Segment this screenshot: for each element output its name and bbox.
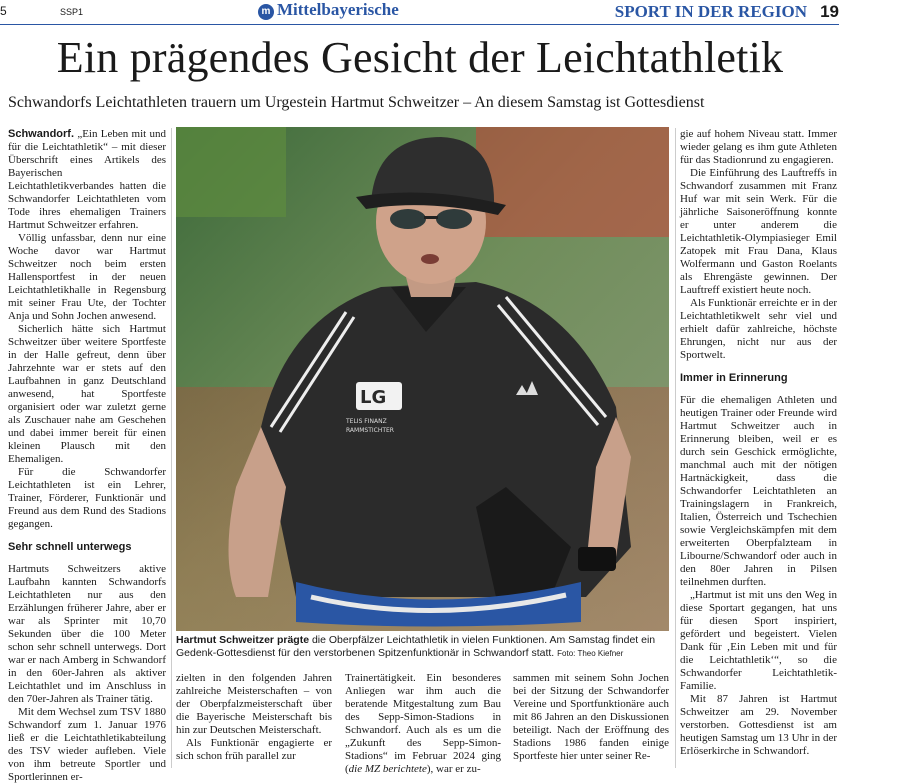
paragraph: Mit 87 Jahren ist Hartmut Schweitzer am 29. November verstorben. Gottesdienst ist am heutigen Samstag um 13 Uhr in der Erlöserkirche in Schwandorf. <box>680 693 837 757</box>
logo-text: Mittelbayerische <box>277 0 399 19</box>
article-column-5 <box>680 128 837 758</box>
headline: Ein prägendes Gesicht der Leichtathletik <box>56 33 784 82</box>
column-divider <box>675 128 676 768</box>
dateline: Schwandorf. <box>8 128 75 140</box>
paragraph: Hartmuts Schweitzers aktive Laufbahn kannten Schwandorfs Leichtathleten nur aus den Erzählungen früherer Jahre, aber er war als Sprinter mit 10,70 Sekunden über die 100 Meter schon sehr schnell unterwegs. Dort war er nach Amberg in Schwandorf in den 60er-Jahren als aktiver Leichtathlet und im Anschluss in den 70er-Jahren als Trainer tätig. <box>8 563 166 705</box>
paragraph-text: ), war er zu- <box>426 763 481 775</box>
article-column-4 <box>513 672 669 763</box>
paragraph-text: „Ein Leben mit und für die Leichtathletik“ – mit dieser Überschrift eines Artikels des Bayerischen Leichtathletikverbandes hatten die Schwandorfer Leichtathleten vom Tode ihres ehemaligen Trainers Hartmut Schweitzer erfahren. <box>8 128 167 231</box>
shirt-text-1: TELIS FINANZ <box>346 418 387 425</box>
paragraph: Völlig unfassbar, denn nur eine Woche davor war Hartmut Schweitzer noch beim ersten Hallensportfest in der neuen Leichtathletikhalle in Regensburg mit seiner Frau Ute, der Tochter Anja und Sohn Jochen anwesend. <box>8 232 166 322</box>
caption-lead: Hartmut Schweitzer prägte <box>176 634 310 646</box>
subheading: Sehr schnell unterwegs <box>8 541 132 553</box>
logo-mark-icon: m <box>258 4 274 20</box>
paragraph: Die Einführung des Lauftreffs in Schwandorf zusammen mit Franz Huf war mit sein Werk. Für die jährliche Saisoneröffnung konnte er unter anderem die Leichtathletik-Olympiasieger Emil Zatopek mit Frau Dana, Klaus Wolfermann und Gaston Roelants als Ehrengäste gewinnen. Der Lauftreff existiert heute noch. <box>680 167 837 296</box>
article-column-1 <box>8 128 166 784</box>
paragraph: gie auf hohem Niveau statt. Immer wieder gelang es ihm gute Athleten für das Stadionrund zu engagieren. <box>680 128 837 166</box>
article-column-2 <box>176 672 332 763</box>
paragraph: zielten in den folgenden Jahren zahlreiche Meisterschaften – von der Oberpfalzmeisterschaft über die Bayerische Meisterschaft bis hin zur Deutschen Meisterschaft. <box>176 672 332 736</box>
paragraph: Als Funktionär engagierte er sich schon früh parallel zur <box>176 737 332 762</box>
subheading: Immer in Erinnerung <box>680 372 788 384</box>
article-photo <box>176 127 669 631</box>
column-divider <box>171 128 172 768</box>
paragraph-text: Trainertätigkeit. Ein besonderes Anliegen war ihm auch die beratende Mitgestaltung zum Bau des Sepp-Simon-Stadions in Schwandorf. Auch als es um die „Zukunft des Sepp-Simon-Stadions“ im Februar 2024 ging ( <box>345 672 501 775</box>
paragraph: Für die ehemaligen Athleten und heutigen Trainer oder Freunde wird Hartmut Schweitzer auch in Erinnerung bleiben, weil er es durch sein Geschick ermöglichte, manchmal auch mit der nötigen Hartnäckigkeit, dass die Schwandorfer Leichtathleten an Trainingslagern in Frankreich, Italien, Österreich und Tschechien sowie Vergleichskämpfen mit dem erweiterten Oberpfalzteam in Libourne/Schwandorf oder auch in den 80er Jahren in Pilsen teilnehmen durften. <box>680 394 837 588</box>
paragraph: Mit dem Wechsel zum TSV 1880 Schwandorf zum 1. Januar 1976 ließ er die Leichtathletikabteilung des TSV wieder aufleben. Viele von ihm betreute Sportler und Sportlerinnen er- <box>8 706 166 783</box>
caption-text: die Oberpfälzer Leichtathletik in vielen Funktionen. Am Samstag findet ein Gedenk-Gottesdienst für den verstorbenen Spitzenfunktionär in Schwandorf statt. <box>176 634 656 659</box>
photo-caption <box>176 634 670 660</box>
paragraph: Als Funktionär erreichte er in der Leichtathletikwelt sehr viel und erhielt dafür zahlreiche, höchste Ehrungen, nicht nur aus der Sportwelt. <box>680 297 837 361</box>
photo-credit: Foto: Theo Kiefner <box>557 649 624 658</box>
paragraph-emphasis: die MZ berichtete <box>348 763 427 775</box>
paragraph: „Hartmut ist mit uns den Weg in diese Sportart gegangen, hat uns für diesen Sport inspiriert, gefördert und begeistert. Vielen Dank für ‚Ein Leben mit und für die Leichtathletik‘“, so die Schwandorfer Leichtathletik-Familie. <box>680 589 837 692</box>
svg-text:LG: LG <box>360 387 387 408</box>
header-rule <box>0 24 839 25</box>
paragraph: Sicherlich hätte sich Hartmut Schweitzer über weitere Sportfeste in der Halle gefreut, denn über Jahrzehnte war er stets auf den Laufbahnen in ganz Deutschland anwesend, hat Sportfeste organisiert oder war zuletzt gerne als Zuschauer nahe am Geschehen und dabei immer bereit für einen kleinen Plausch mit den Ehemaligen. <box>8 323 166 465</box>
article-column-3 <box>345 672 501 776</box>
paragraph <box>345 672 501 776</box>
edition-code: SSP1 <box>60 7 84 17</box>
paragraph <box>8 128 166 232</box>
paragraph: sammen mit seinem Sohn Jochen bei der Sitzung der Schwandorfer Vereine und Sportfunktionäre auch mit 86 Jahren an den Diskussionen beteiligt. Nach der Eröffnung des Stadions 1986 fanden einige Sportfeste hier unter seiner Re- <box>513 672 669 762</box>
newspaper-logo <box>258 0 399 20</box>
section-title: SPORT IN DER REGION <box>614 2 807 21</box>
page-number-right: 19 <box>820 2 839 21</box>
page-number-left: 5 <box>0 4 7 18</box>
shirt-text-2: RAMMSTICHTER <box>346 427 394 434</box>
paragraph: Für die Schwandorfer Leichtathleten ist ein Lehrer, Trainer, Förderer, Funktionär und Freund aus dem Rund des Stadions gegangen. <box>8 466 166 530</box>
page-header <box>0 0 903 26</box>
subheadline: Schwandorfs Leichtathleten trauern um Urgestein Hartmut Schweitzer – An diesem Samstag ist Gottesdienst <box>8 94 705 111</box>
